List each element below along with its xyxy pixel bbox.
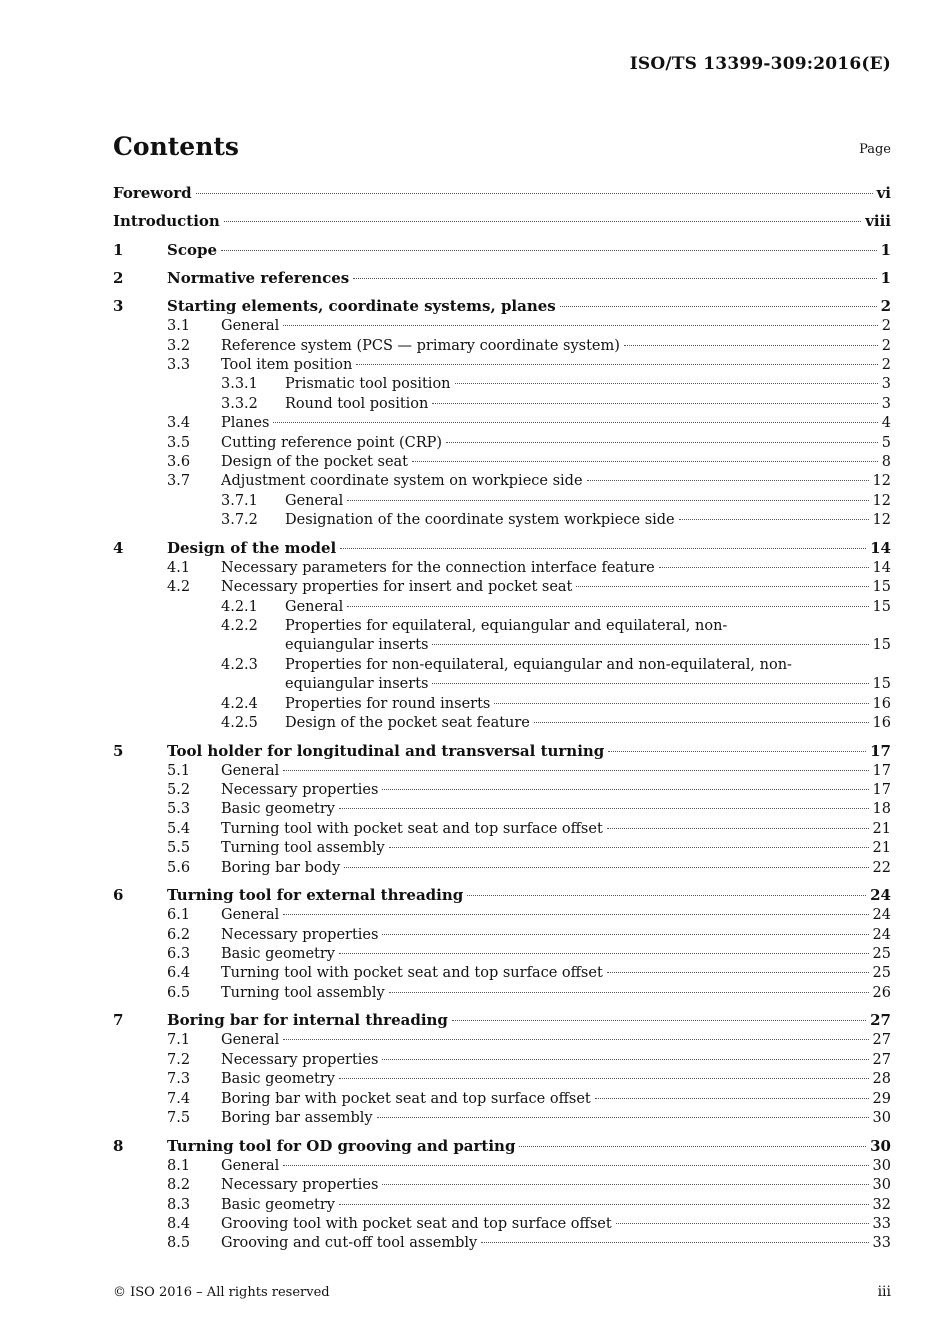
toc-number: 3.1 bbox=[167, 318, 191, 335]
toc-title: Properties for round inserts bbox=[285, 695, 491, 712]
toc-title: Necessary properties for insert and pocket seat bbox=[221, 579, 573, 596]
toc-number: 5.6 bbox=[167, 859, 191, 876]
toc-title: General bbox=[221, 1157, 280, 1174]
toc-title: Tool holder for longitudinal and transversal turning bbox=[167, 741, 605, 760]
leader-dots bbox=[347, 606, 868, 607]
toc-entry-8-5[interactable] bbox=[113, 1234, 891, 1253]
toc-entry-7-4[interactable] bbox=[113, 1090, 891, 1109]
leader-dots bbox=[455, 383, 878, 384]
toc-page: 22 bbox=[872, 859, 891, 876]
toc-number: 7.4 bbox=[167, 1090, 191, 1107]
toc-number: 6 bbox=[113, 886, 124, 905]
toc-page: 2 bbox=[881, 318, 891, 335]
leader-dots bbox=[283, 325, 877, 326]
leader-dots bbox=[467, 895, 866, 896]
toc-number: 5.4 bbox=[167, 820, 191, 837]
toc-title: Scope bbox=[167, 240, 218, 259]
toc-page: 24 bbox=[870, 886, 891, 905]
leader-dots bbox=[382, 1184, 868, 1185]
toc-entry-4-2-4[interactable] bbox=[113, 695, 891, 714]
toc-entry-4[interactable] bbox=[113, 538, 891, 559]
leader-dots bbox=[377, 1117, 869, 1118]
toc-page: 12 bbox=[872, 492, 891, 509]
toc-page: 15 bbox=[872, 676, 891, 693]
toc-title: Necessary properties bbox=[221, 926, 379, 943]
leader-dots bbox=[340, 548, 866, 549]
toc-page: 15 bbox=[872, 579, 891, 596]
leader-dots bbox=[382, 934, 868, 935]
toc-number: 8.3 bbox=[167, 1196, 191, 1213]
toc-title: Boring bar for internal threading bbox=[167, 1011, 448, 1030]
toc-entry-4-2-3-cont[interactable] bbox=[113, 675, 891, 694]
toc-entry-3-5[interactable] bbox=[113, 434, 891, 453]
toc-page: 2 bbox=[880, 297, 891, 316]
toc-entry-5-5[interactable] bbox=[113, 839, 891, 858]
page-column-label: Page bbox=[859, 142, 891, 157]
toc-title: Designation of the coordinate system workpiece side bbox=[285, 512, 675, 529]
toc-entry-8-3[interactable] bbox=[113, 1196, 891, 1215]
toc-entry-3-2[interactable] bbox=[113, 337, 891, 356]
toc-number: 4.2.1 bbox=[221, 598, 258, 615]
toc-page: 30 bbox=[872, 1177, 891, 1194]
leader-dots bbox=[353, 278, 876, 279]
leader-dots bbox=[587, 480, 869, 481]
toc-entry-5-2[interactable] bbox=[113, 781, 891, 800]
toc-entry-4-2[interactable] bbox=[113, 578, 891, 597]
toc-title: Turning tool for OD grooving and parting bbox=[167, 1136, 516, 1155]
toc-page: 24 bbox=[872, 907, 891, 924]
toc-page: 1 bbox=[880, 240, 891, 259]
toc-number: 3.3.2 bbox=[221, 395, 258, 412]
copyright-notice: © ISO 2016 – All rights reserved bbox=[113, 1285, 330, 1300]
leader-dots bbox=[339, 1078, 869, 1079]
toc-entry-5-6[interactable] bbox=[113, 859, 891, 878]
toc-page: 12 bbox=[872, 512, 891, 529]
toc-page: 17 bbox=[872, 762, 891, 779]
toc-number: 4.2 bbox=[167, 579, 191, 596]
toc-title: Foreword bbox=[113, 184, 192, 202]
toc-title: General bbox=[221, 762, 280, 779]
toc-title: Necessary properties bbox=[221, 781, 379, 798]
leader-dots bbox=[560, 306, 877, 307]
leader-dots bbox=[659, 567, 869, 568]
toc-title: Round tool position bbox=[285, 395, 429, 412]
toc-number: 7.3 bbox=[167, 1071, 191, 1088]
toc-entry-6[interactable] bbox=[113, 885, 891, 906]
toc-number: 4.2.3 bbox=[221, 656, 258, 673]
toc-number: 7.5 bbox=[167, 1110, 191, 1127]
toc-entry-6-1[interactable] bbox=[113, 906, 891, 925]
toc-number: 5 bbox=[113, 741, 124, 760]
toc-number: 3.4 bbox=[167, 415, 191, 432]
toc-number: 8.5 bbox=[167, 1235, 191, 1252]
leader-dots bbox=[339, 953, 869, 954]
leader-dots bbox=[616, 1223, 869, 1224]
leader-dots bbox=[607, 972, 869, 973]
leader-dots bbox=[446, 442, 878, 443]
toc-entry-6-4[interactable] bbox=[113, 964, 891, 983]
toc-number: 3.5 bbox=[167, 434, 191, 451]
toc-title: Prismatic tool position bbox=[285, 376, 451, 393]
leader-dots bbox=[576, 586, 868, 587]
toc-title: Reference system (PCS — primary coordinate system) bbox=[221, 337, 620, 354]
leader-dots bbox=[519, 1146, 866, 1147]
toc-entry-6-5[interactable] bbox=[113, 984, 891, 1003]
toc-entry-8-2[interactable] bbox=[113, 1176, 891, 1195]
toc-entry-3-6[interactable] bbox=[113, 453, 891, 472]
toc-number: 8.2 bbox=[167, 1177, 191, 1194]
toc-title: Boring bar assembly bbox=[221, 1110, 373, 1127]
toc-number: 8.4 bbox=[167, 1215, 191, 1232]
leader-dots bbox=[412, 461, 878, 462]
toc-entry-7-5[interactable] bbox=[113, 1109, 891, 1128]
toc-number: 3.7 bbox=[167, 473, 191, 490]
toc-number: 4.1 bbox=[167, 559, 191, 576]
leader-dots bbox=[224, 221, 861, 222]
toc-number: 5.3 bbox=[167, 801, 191, 818]
toc-entry-7-1[interactable] bbox=[113, 1031, 891, 1050]
toc-title: Grooving and cut-off tool assembly bbox=[221, 1235, 478, 1252]
toc-number: 6.4 bbox=[167, 965, 191, 982]
toc-entry-5-1[interactable] bbox=[113, 762, 891, 781]
toc-page: 4 bbox=[881, 415, 891, 432]
toc-page: 12 bbox=[872, 473, 891, 490]
page-number: iii bbox=[877, 1284, 891, 1300]
toc-entry-6-3[interactable] bbox=[113, 945, 891, 964]
leader-dots bbox=[608, 751, 866, 752]
toc-entry-4-2-2[interactable] bbox=[113, 617, 891, 636]
toc-title: Turning tool with pocket seat and top surface offset bbox=[221, 965, 603, 982]
toc-title: Turning tool assembly bbox=[221, 840, 385, 857]
leader-dots bbox=[273, 422, 877, 423]
toc-number: 7.2 bbox=[167, 1051, 191, 1068]
toc-number: 6.3 bbox=[167, 946, 191, 963]
toc-title: Basic geometry bbox=[221, 801, 335, 818]
toc-number: 7 bbox=[113, 1011, 124, 1030]
toc-entry-4-1[interactable] bbox=[113, 559, 891, 578]
toc-title: Basic geometry bbox=[221, 1196, 335, 1213]
toc-page: vi bbox=[876, 184, 891, 202]
toc-page: 30 bbox=[870, 1136, 891, 1155]
leader-dots bbox=[432, 403, 877, 404]
toc-title: Adjustment coordinate system on workpiece side bbox=[221, 473, 583, 490]
toc-title: Properties for equilateral, equiangular and equilateral, non- bbox=[285, 617, 728, 634]
leader-dots bbox=[624, 345, 878, 346]
toc-page: 2 bbox=[881, 356, 891, 373]
toc-page: 14 bbox=[870, 538, 891, 557]
toc-number: 8 bbox=[113, 1136, 124, 1155]
page-title: Contents bbox=[113, 132, 240, 161]
toc-entry-3-1[interactable] bbox=[113, 317, 891, 336]
toc-title: Design of the pocket seat feature bbox=[285, 714, 530, 731]
toc-number: 5.2 bbox=[167, 781, 191, 798]
toc-title: Cutting reference point (CRP) bbox=[221, 434, 443, 451]
toc-page: 30 bbox=[872, 1110, 891, 1127]
toc-page: 5 bbox=[881, 434, 891, 451]
toc-page: 17 bbox=[870, 741, 891, 760]
toc-number: 3.3 bbox=[167, 356, 191, 373]
toc-title: Necessary properties bbox=[221, 1177, 379, 1194]
toc-page: 15 bbox=[872, 637, 891, 654]
toc-title: Grooving tool with pocket seat and top surface offset bbox=[221, 1215, 612, 1232]
leader-dots bbox=[339, 808, 869, 809]
toc-title: General bbox=[221, 907, 280, 924]
toc-entry-3-3-2[interactable] bbox=[113, 395, 891, 414]
toc-page: 25 bbox=[872, 946, 891, 963]
leader-dots bbox=[347, 500, 868, 501]
toc-page: 21 bbox=[872, 840, 891, 857]
toc-page: 26 bbox=[872, 984, 891, 1001]
leader-dots bbox=[283, 1039, 868, 1040]
toc-entry-4-2-3[interactable] bbox=[113, 656, 891, 675]
leader-dots bbox=[607, 828, 869, 829]
toc-title: Normative references bbox=[167, 268, 350, 287]
toc-title: Turning tool with pocket seat and top surface offset bbox=[221, 820, 603, 837]
toc-number: 8.1 bbox=[167, 1157, 191, 1174]
toc-page: 30 bbox=[872, 1157, 891, 1174]
toc-title: Boring bar body bbox=[221, 859, 341, 876]
document-id: ISO/TS 13399-309:2016(E) bbox=[629, 54, 891, 74]
toc-entry-4-2-5[interactable] bbox=[113, 714, 891, 733]
toc-page: 33 bbox=[872, 1215, 891, 1232]
toc-number: 7.1 bbox=[167, 1032, 191, 1049]
toc-entry-8-4[interactable] bbox=[113, 1215, 891, 1234]
toc-page: 16 bbox=[872, 714, 891, 731]
toc-entry-3-7[interactable] bbox=[113, 472, 891, 491]
toc-page: 18 bbox=[872, 801, 891, 818]
toc-number: 3.6 bbox=[167, 453, 191, 470]
toc-page: 25 bbox=[872, 965, 891, 982]
leader-dots bbox=[339, 1204, 869, 1205]
toc-entry-7-3[interactable] bbox=[113, 1070, 891, 1089]
toc-title: Necessary properties bbox=[221, 1051, 379, 1068]
toc-page: 14 bbox=[872, 559, 891, 576]
toc-title: Tool item position bbox=[221, 356, 353, 373]
toc-title: Basic geometry bbox=[221, 1071, 335, 1088]
toc-title: Planes bbox=[221, 415, 270, 432]
leader-dots bbox=[534, 722, 869, 723]
toc-entry-5-4[interactable] bbox=[113, 820, 891, 839]
toc-number: 6.1 bbox=[167, 907, 191, 924]
toc-page: 3 bbox=[881, 376, 891, 393]
toc-number: 4.2.5 bbox=[221, 714, 258, 731]
toc-number: 4.2.2 bbox=[221, 617, 258, 634]
toc-entry-3-7-2[interactable] bbox=[113, 511, 891, 530]
toc-page: 27 bbox=[872, 1051, 891, 1068]
leader-dots bbox=[389, 847, 869, 848]
toc-page: 21 bbox=[872, 820, 891, 837]
leader-dots bbox=[389, 992, 869, 993]
leader-dots bbox=[679, 519, 869, 520]
leader-dots bbox=[432, 683, 868, 684]
toc-title: General bbox=[285, 492, 344, 509]
toc-entry-6-2[interactable] bbox=[113, 926, 891, 945]
toc-page: 27 bbox=[870, 1011, 891, 1030]
toc-page: 1 bbox=[880, 268, 891, 287]
toc-entry-foreword[interactable] bbox=[113, 183, 891, 204]
toc-page: 8 bbox=[881, 453, 891, 470]
toc-page: 17 bbox=[872, 781, 891, 798]
toc-page: 2 bbox=[881, 337, 891, 354]
toc-entry-3-4[interactable] bbox=[113, 414, 891, 433]
leader-dots bbox=[494, 703, 868, 704]
toc-title: Turning tool assembly bbox=[221, 984, 385, 1001]
toc-title: General bbox=[221, 318, 280, 335]
leader-dots bbox=[382, 789, 868, 790]
toc-entry-4-2-2-cont[interactable] bbox=[113, 636, 891, 655]
toc-number: 3.7.2 bbox=[221, 512, 258, 529]
toc-page: 16 bbox=[872, 695, 891, 712]
toc-title: Starting elements, coordinate systems, planes bbox=[167, 297, 556, 316]
toc-entry-3-7-1[interactable] bbox=[113, 492, 891, 511]
toc-title: Boring bar with pocket seat and top surface offset bbox=[221, 1090, 591, 1107]
toc-entry-3-3[interactable] bbox=[113, 356, 891, 375]
toc-title: Basic geometry bbox=[221, 946, 335, 963]
leader-dots bbox=[344, 867, 868, 868]
toc-number: 3.3.1 bbox=[221, 376, 258, 393]
toc-entry-7-2[interactable] bbox=[113, 1051, 891, 1070]
toc-title: Design of the pocket seat bbox=[221, 453, 409, 470]
toc-page: 29 bbox=[872, 1090, 891, 1107]
toc-entry-4-2-1[interactable] bbox=[113, 598, 891, 617]
toc-entry-introduction[interactable] bbox=[113, 211, 891, 232]
table-of-contents bbox=[113, 183, 891, 1254]
leader-dots bbox=[283, 770, 868, 771]
leader-dots bbox=[283, 914, 868, 915]
toc-number: 4.2.4 bbox=[221, 695, 258, 712]
leader-dots bbox=[595, 1098, 869, 1099]
toc-entry-5-3[interactable] bbox=[113, 800, 891, 819]
leader-dots bbox=[283, 1165, 868, 1166]
toc-title: Necessary parameters for the connection interface feature bbox=[221, 559, 655, 576]
leader-dots bbox=[196, 193, 873, 194]
leader-dots bbox=[356, 364, 877, 365]
toc-title-continuation: equiangular inserts bbox=[285, 676, 429, 693]
toc-entry-8-1[interactable] bbox=[113, 1157, 891, 1176]
toc-page: 27 bbox=[872, 1032, 891, 1049]
toc-entry-1[interactable] bbox=[113, 240, 891, 261]
toc-page: 15 bbox=[872, 598, 891, 615]
toc-number: 5.5 bbox=[167, 840, 191, 857]
toc-entry-2[interactable] bbox=[113, 268, 891, 289]
leader-dots bbox=[481, 1242, 868, 1243]
toc-page: 3 bbox=[881, 395, 891, 412]
leader-dots bbox=[452, 1020, 866, 1021]
toc-title: Turning tool for external threading bbox=[167, 886, 464, 905]
toc-page: 24 bbox=[872, 926, 891, 943]
toc-page: 32 bbox=[872, 1196, 891, 1213]
toc-title: Design of the model bbox=[167, 538, 337, 557]
toc-title: General bbox=[221, 1032, 280, 1049]
toc-entry-5[interactable] bbox=[113, 741, 891, 762]
toc-page: viii bbox=[865, 212, 891, 231]
toc-number: 3 bbox=[113, 297, 124, 316]
toc-title: General bbox=[285, 598, 344, 615]
toc-entry-3-3-1[interactable] bbox=[113, 375, 891, 394]
toc-title-continuation: equiangular inserts bbox=[285, 637, 429, 654]
leader-dots bbox=[382, 1059, 868, 1060]
toc-number: 3.2 bbox=[167, 337, 191, 354]
toc-title: Introduction bbox=[113, 212, 220, 231]
toc-page: 28 bbox=[872, 1071, 891, 1088]
toc-number: 6.5 bbox=[167, 984, 191, 1001]
leader-dots bbox=[221, 250, 877, 251]
toc-entry-8[interactable] bbox=[113, 1136, 891, 1157]
toc-entry-7[interactable] bbox=[113, 1010, 891, 1031]
toc-number: 3.7.1 bbox=[221, 492, 258, 509]
toc-entry-3[interactable] bbox=[113, 296, 891, 317]
toc-title: Properties for non-equilateral, equiangular and non-equilateral, non- bbox=[285, 656, 792, 673]
toc-number: 6.2 bbox=[167, 926, 191, 943]
toc-page: 33 bbox=[872, 1235, 891, 1252]
toc-number: 1 bbox=[113, 240, 124, 259]
toc-number: 4 bbox=[113, 538, 124, 557]
leader-dots bbox=[432, 644, 868, 645]
toc-number: 2 bbox=[113, 268, 124, 287]
toc-number: 5.1 bbox=[167, 762, 191, 779]
